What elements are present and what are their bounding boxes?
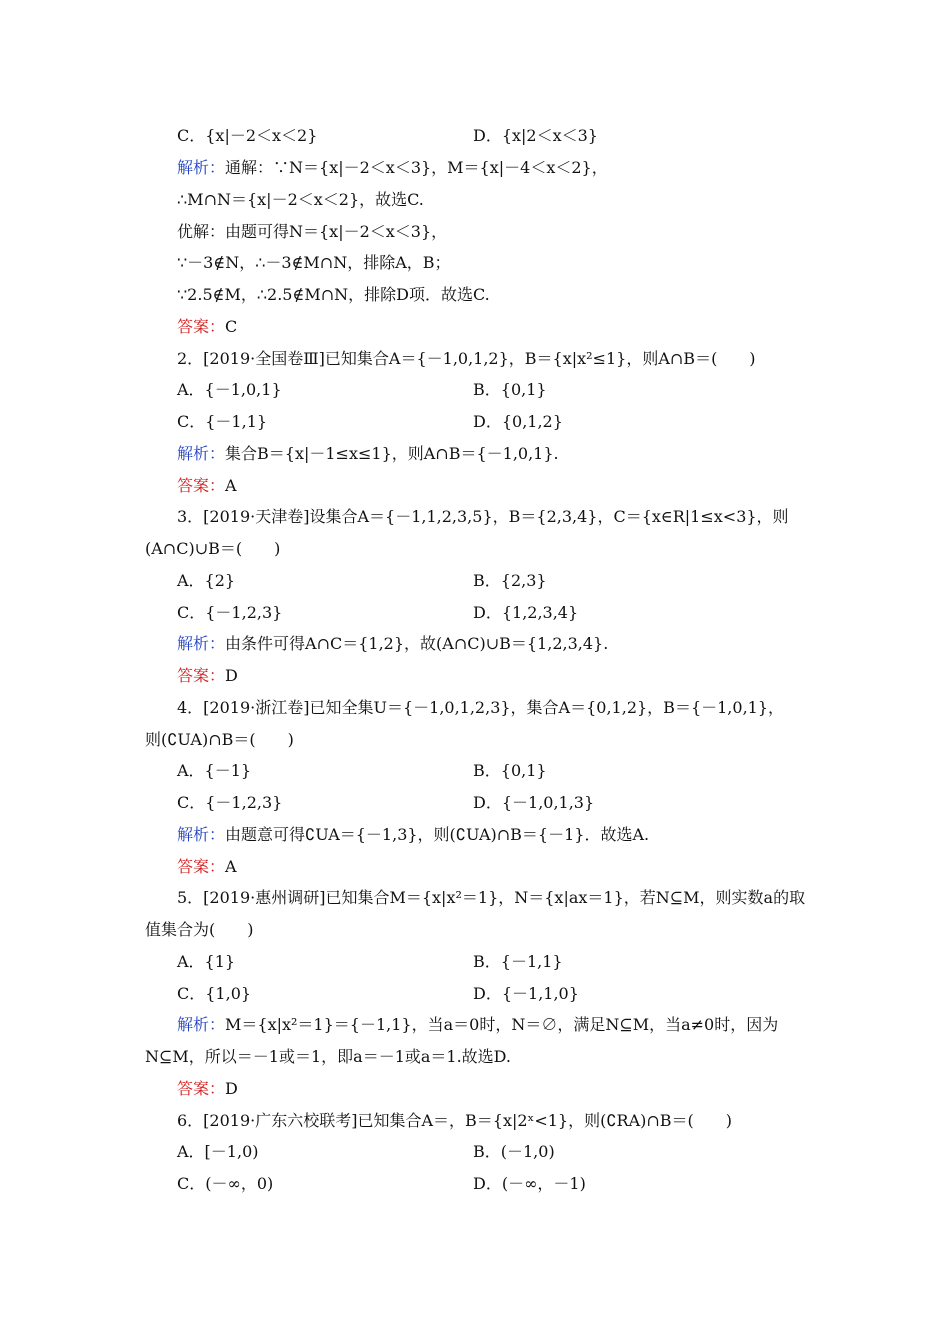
answer-label: 答案： [177,476,226,495]
q1-answer [177,317,847,337]
q6-option-b: B．(－1,0) [473,1142,555,1161]
answer-label: 答案： [177,1079,226,1098]
q1-analysis-line-5: ∵2.5∉M，∴2.5∉M∩N，排除D项．故选C. [177,285,490,304]
q3-answer [177,666,847,686]
q4-option-c: C．{－1,2,3} [177,793,283,812]
q3-option-d: D．{1,2,3,4} [473,603,579,622]
analysis-label: 解析： [177,444,226,463]
q1-option-d: D．{x|2＜x＜3} [473,126,598,145]
q4-option-b: B．{0,1} [473,761,547,780]
answer-value: A [225,476,237,495]
q6-option-d: D．(－∞，－1) [473,1174,586,1193]
answer-value: D [225,666,238,685]
q2-answer [177,476,847,496]
q3-option-c: C．{－1,2,3} [177,603,283,622]
q4-option-a: A．{－1} [177,761,252,780]
answer-value: A [225,857,237,876]
q4-stem-line-2: 则(∁UA)∩B＝( ) [145,730,294,749]
q5-answer [177,1079,847,1099]
q4-stem-line-1: 4．[2019·浙江卷]已知全集U＝{－1,0,1,2,3}，集合A＝{0,1,2}，B＝{－1,0,1}， [177,698,785,717]
q5-analysis-line-1 [177,1015,847,1035]
q2-option-a: A．{－1,0,1} [177,380,282,399]
q4-answer [177,857,847,877]
q3-analysis [177,634,847,654]
q1-analysis-line-3: 优解：由题可得N＝{x|－2＜x＜3}， [177,222,448,241]
q1-analysis-line-4: ∵－3∉N，∴－3∉M∩N，排除A，B； [177,253,451,272]
q2-option-b: B．{0,1} [473,380,547,399]
q4-analysis [177,825,847,845]
answer-value: C [225,317,238,336]
analysis-label: 解析： [177,158,226,177]
q3-option-a: A．{2} [177,571,236,590]
q3-stem-line-2: (A∩C)∪B＝( ) [145,539,281,558]
q2-stem: 2．[2019·全国卷Ⅲ]已知集合A＝{－1,0,1,2}，B＝{x|x²≤1}，则A∩B＝( ) [177,349,756,368]
q6-option-c: C．(－∞，0) [177,1174,274,1193]
answer-value: D [225,1079,238,1098]
q3-stem-line-1: 3．[2019·天津卷]设集合A＝{－1,1,2,3,5}，B＝{2,3,4}，C＝{x∈R|1≤x<3}，则 [177,507,789,526]
analysis-label: 解析： [177,825,226,844]
q3-option-b: B．{2,3} [473,571,547,590]
analysis-text: 通解：∵N＝{x|－2＜x＜3}，M＝{x|－4＜x＜2}， [225,158,608,177]
q5-option-b: B．{－1,1} [473,952,563,971]
q5-stem-line-1: 5．[2019·惠州调研]已知集合M＝{x|x²＝1}，N＝{x|ax＝1}，若N⊆M，则实数a的取 [177,888,806,907]
analysis-text: M＝{x|x²＝1}＝{－1,1}，当a＝0时，N＝∅，满足N⊆M，当a≠0时，因为 [225,1015,779,1034]
analysis-text: 由条件可得A∩C＝{1,2}，故(A∩C)∪B＝{1,2,3,4}. [225,634,609,653]
q5-option-a: A．{1} [177,952,236,971]
q1-analysis-line-1 [177,158,847,178]
q2-option-c: C．{－1,1} [177,412,268,431]
q1-analysis-line-2: ∴M∩N＝{x|－2＜x＜2}，故选C. [177,190,424,209]
q1-option-c: C．{x|－2＜x＜2} [177,126,318,145]
analysis-label: 解析： [177,634,226,653]
q5-stem-line-2: 值集合为( ) [145,920,254,939]
q5-option-c: C．{1,0} [177,984,252,1003]
q6-option-a: A．[－1,0) [177,1142,259,1161]
q5-option-d: D．{－1,1,0} [473,984,579,1003]
answer-label: 答案： [177,857,226,876]
analysis-text: 集合B＝{x|－1≤x≤1}，则A∩B＝{－1,0,1}. [225,444,559,463]
q6-stem: 6．[2019·广东六校联考]已知集合A＝，B＝{x|2ˣ<1}，则(∁RA)∩B＝( ) [177,1111,733,1130]
q2-option-d: D．{0,1,2} [473,412,563,431]
analysis-label: 解析： [177,1015,226,1034]
analysis-text: 由题意可得∁UA＝{－1,3}，则(∁UA)∩B＝{－1}．故选A. [225,825,650,844]
q4-option-d: D．{－1,0,1,3} [473,793,595,812]
answer-label: 答案： [177,317,226,336]
q5-analysis-line-2: N⊆M，所以＝－1或＝1，即a＝－1或a＝1.故选D. [145,1047,512,1066]
q2-analysis [177,444,847,464]
answer-label: 答案： [177,666,226,685]
